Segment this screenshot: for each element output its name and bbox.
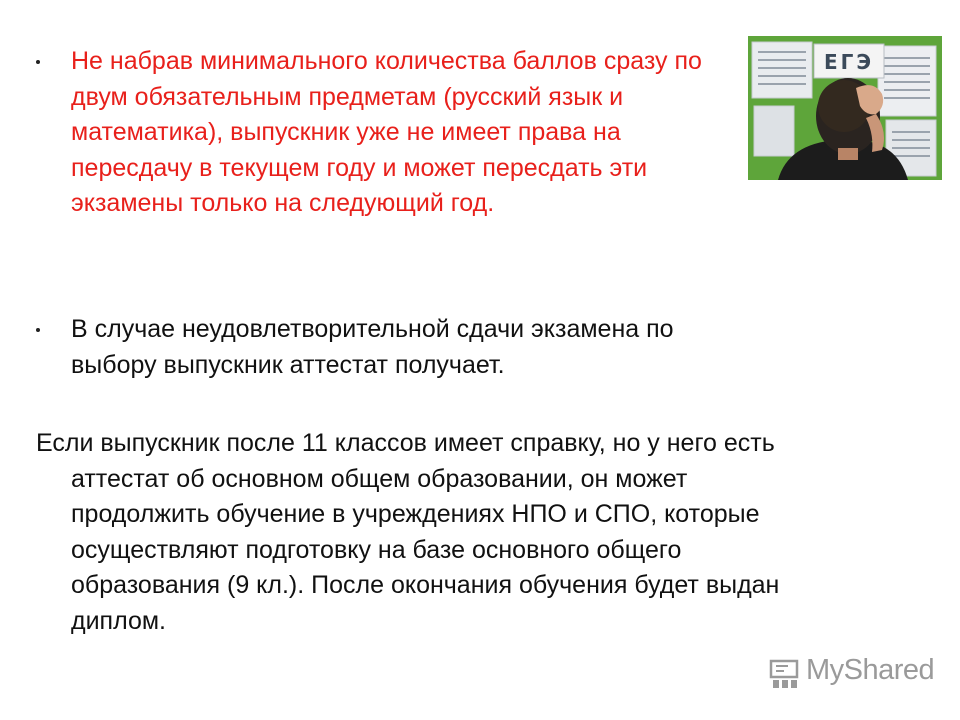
classroom-board-icon [768, 656, 802, 690]
bullet-dot [36, 328, 40, 332]
bullet-item-retake-rule [36, 44, 746, 222]
bullet-text: В случае неудовлетворительной сдачи экзамена по выбору выпускник аттестат получает. [71, 315, 674, 379]
student-photo [748, 36, 942, 180]
body-paragraph: Если выпускник после 11 классов имеет справку, но у него есть аттестат об основном общем образовании, он может продолжить обучение в учреждениях НПО и СПО, которые осуществляют подготовку на базе основного общего образования (9 кл.). После окончания обучения будет выдан диплом. [36, 429, 780, 635]
ege-sign-text: ЕГЭ [823, 50, 875, 74]
bullet-text: Не набрав минимального количества баллов сразу по двум обязательным предметам (русский язык и математика), выпускник уже не имеет права на пересдачу в текущем году и может пересдать эти экзамены только на следующий год. [71, 47, 702, 218]
bullet-dot [36, 60, 40, 64]
watermark-text: MyShared [806, 654, 935, 686]
bullet-item-elective-exam [36, 312, 746, 383]
student-photo-illustration [748, 36, 942, 180]
myshared-watermark [768, 652, 938, 692]
